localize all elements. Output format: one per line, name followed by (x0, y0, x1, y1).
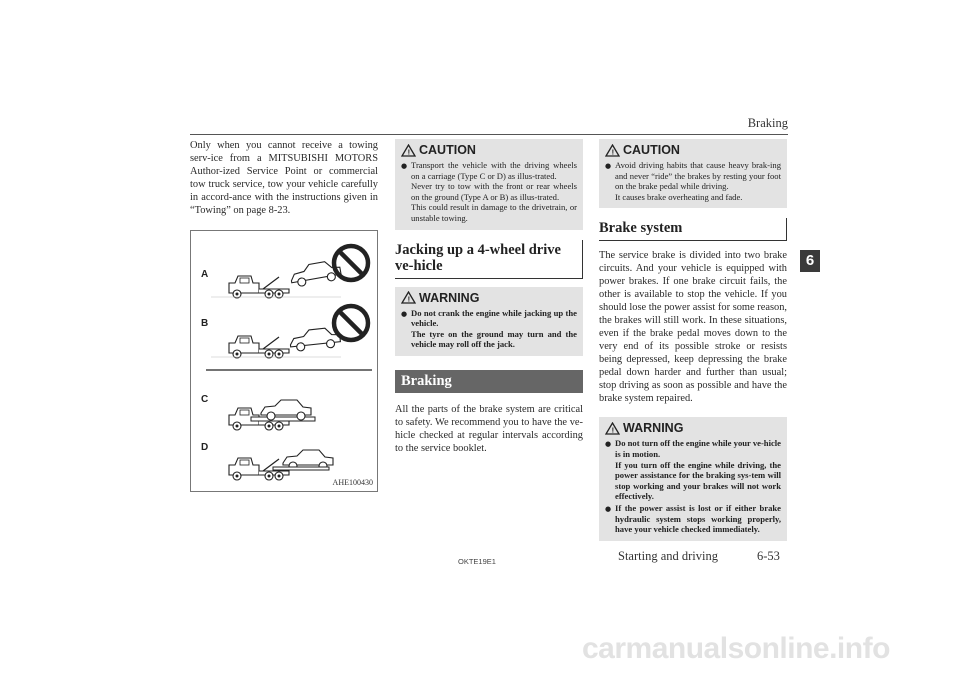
page-number: 6-53 (757, 549, 780, 563)
column-right (599, 139, 787, 541)
bullet-icon: ● (605, 162, 612, 170)
footer-section-title: Starting and driving (618, 549, 718, 563)
brake-system-text: The service brake is divided into two brake circuits. And your vehicle is equipped with power brakes. If one brake circuit fails, the other is available to stop the vehicle. If you should lose the power assist for some reason, the brakes will still work. In these situations, even if the brake pedal moves down to the very end of its possible stroke or resists being depressed, keep depressing the brake pedal down harder and further than usual; stop driving as soon as possible and have the brake system repaired. (599, 250, 787, 405)
figure-label-d: D (201, 442, 209, 453)
caution-line: Never try to tow with the front or rear wheels on the ground (Type A or B) as illus-trated. (411, 181, 577, 202)
caution-bullet (401, 160, 577, 224)
caution-bullet (605, 160, 781, 202)
column-middle (395, 139, 583, 455)
warning-line: Do not turn off the engine while your ve-hicle is in motion. (615, 438, 781, 459)
caution-line: Transport the vehicle with the driving wheels on a carriage (Type C or D) as illus-trated. (411, 160, 577, 181)
figure-label-b: B (201, 318, 209, 329)
towing-intro-text: Only when you cannot receive a towing serv-ice from a MITSUBISHI MOTORS Author-ized Service Point or commercial tow truck service, tow your vehicle carefully in accord-ance with the instructions given in “Towing” on page 8-23. (190, 140, 378, 216)
figure-label-a: A (201, 269, 209, 280)
bullet-icon: ● (401, 309, 408, 318)
svg-text:!: ! (407, 294, 411, 304)
caution-title: CAUTION (419, 143, 476, 157)
warning-line: The tyre on the ground may turn and the vehicle may roll off the jack. (411, 328, 577, 350)
warning-triangle-icon (401, 291, 416, 304)
caution-line: It causes brake overheating and fade. (615, 191, 743, 202)
warning-title: WARNING (623, 421, 684, 436)
warning-bullet (605, 503, 781, 535)
footer-code: OKTE19E1 (458, 557, 496, 566)
bullet-icon: ● (605, 440, 612, 449)
caution-box-braking (599, 139, 787, 208)
svg-text:!: ! (611, 147, 615, 156)
warning-line: Do not crank the engine while jacking up the vehicle. (411, 307, 577, 329)
jacking-heading: Jacking up a 4-wheel drive ve-hicle (395, 240, 583, 279)
warning-bullet (401, 308, 577, 350)
warning-box-jacking (395, 287, 583, 356)
warning-triangle-icon (605, 422, 620, 435)
figure-code: AHE100430 (332, 478, 373, 487)
caution-line: This could result in damage to the drivetrain, or unstable towing. (411, 202, 577, 223)
svg-text:!: ! (611, 425, 615, 435)
brake-system-heading: Brake system (599, 218, 787, 241)
header-rule (190, 134, 788, 135)
warning-line: If the power assist is lost or if either brake hydraulic system stops working properly, have your vehicle checked immediately. (615, 502, 781, 535)
braking-text: All the parts of the brake system are critical to safety. We recommend you to have the ve-hicle checked at regular intervals according to the service booklet. (395, 403, 583, 454)
svg-text:!: ! (407, 147, 411, 156)
caution-title: CAUTION (623, 143, 680, 157)
bullet-icon: ● (605, 504, 612, 513)
chapter-tab[interactable]: 6 (800, 250, 820, 272)
running-header-title: Braking (747, 116, 788, 130)
caution-line: Avoid driving habits that cause heavy brak-ing and never “ride” the brakes by resting your foot on the brake pedal while driving. (615, 160, 781, 192)
watermark-text: carmanualsonline.info (582, 632, 890, 665)
caution-triangle-icon (401, 144, 416, 157)
warning-line: If you turn off the engine while driving, the power assistance for the braking sys-tem will stop working and your brakes will not work effectively. (615, 459, 781, 502)
bullet-icon: ● (401, 162, 408, 170)
warning-title: WARNING (419, 290, 480, 305)
braking-heading: Braking (395, 370, 583, 393)
towing-illustration (191, 231, 377, 491)
warning-box-brake-system (599, 417, 787, 540)
caution-box-towing (395, 139, 583, 230)
warning-bullet (605, 438, 781, 502)
column-left (190, 139, 378, 492)
towing-figure (190, 230, 378, 492)
caution-triangle-icon (605, 144, 620, 157)
figure-label-c: C (201, 394, 209, 405)
